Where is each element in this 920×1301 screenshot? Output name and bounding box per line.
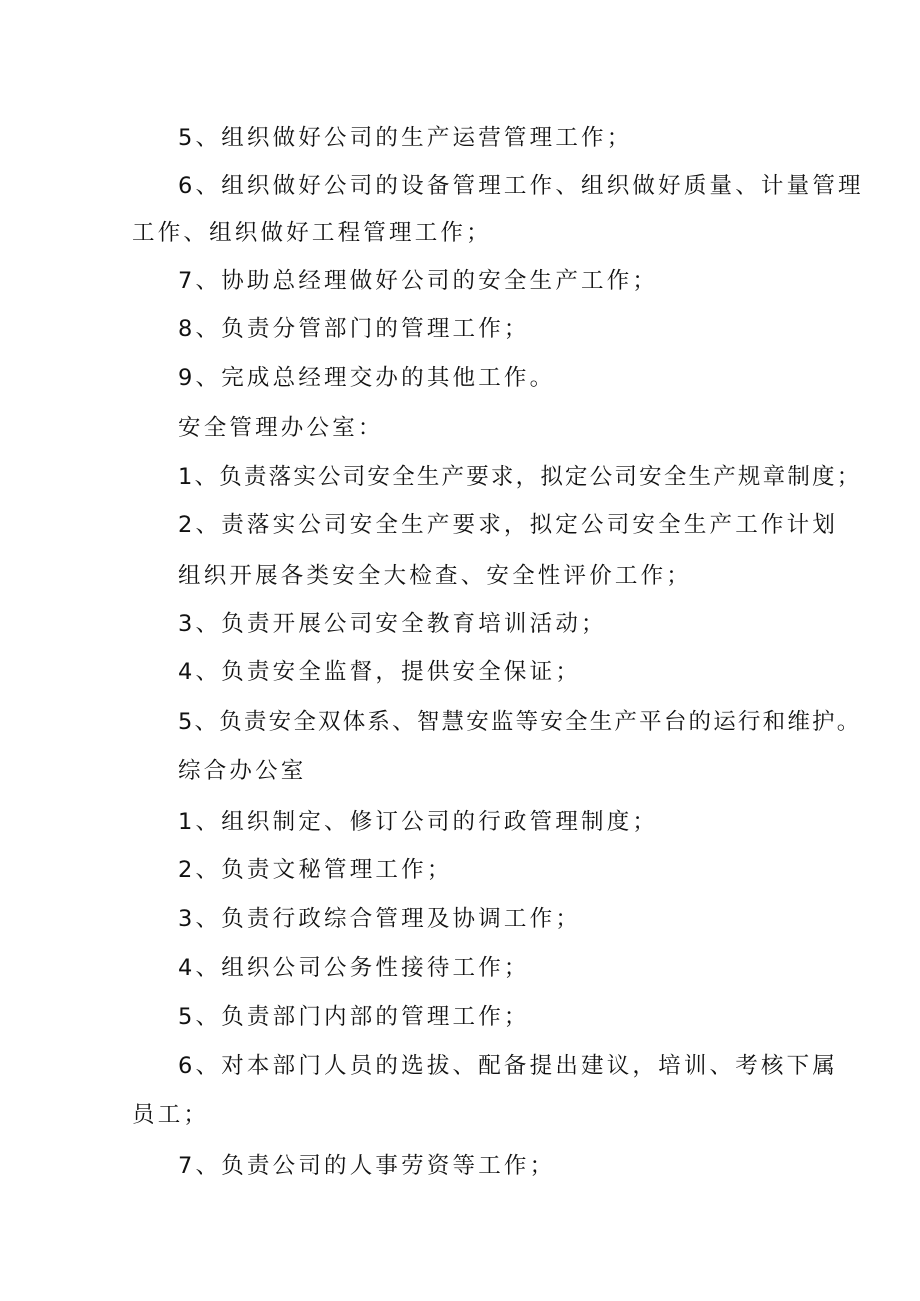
text-line: 2、责落实公司安全生产要求，拟定公司安全生产工作计划	[178, 512, 839, 538]
text-line: 6、组织做好公司的设备管理工作、组织做好质量、计量管理	[178, 173, 864, 199]
text-line: 9、完成总经理交办的其他工作。	[178, 365, 556, 391]
text-line: 6、对本部门人员的选拔、配备提出建议，培训、考核下属	[178, 1053, 839, 1079]
section-heading: 安全管理办公室：	[178, 415, 384, 441]
section-heading: 综合办公室	[178, 758, 307, 784]
text-line: 1、组织制定、修订公司的行政管理制度；	[178, 809, 659, 835]
text-line: 4、组织公司公务性接待工作；	[178, 955, 530, 981]
text-line: 3、负责行政综合管理及协调工作；	[178, 906, 582, 932]
text-line: 8、负责分管部门的管理工作；	[178, 316, 530, 342]
text-line: 2、负责文秘管理工作；	[178, 857, 453, 883]
text-line: 1、负责落实公司安全生产要求，拟定公司安全生产规章制度；	[178, 464, 862, 490]
text-line: 组织开展各类安全大检查、安全性评价工作；	[178, 563, 693, 589]
text-line: 工作、组织做好工程管理工作；	[132, 220, 492, 246]
text-line: 4、负责安全监督，提供安全保证；	[178, 659, 582, 685]
text-line: 5、负责安全双体系、智慧安监等安全生产平台的运行和维护。	[178, 709, 862, 735]
text-line: 员工；	[132, 1102, 210, 1128]
text-line: 5、负责部门内部的管理工作；	[178, 1004, 530, 1030]
text-line: 5、组织做好公司的生产运营管理工作；	[178, 125, 633, 151]
text-line: 7、协助总经理做好公司的安全生产工作；	[178, 268, 659, 294]
text-line: 7、负责公司的人事劳资等工作；	[178, 1153, 556, 1179]
text-line: 3、负责开展公司安全教育培训活动；	[178, 611, 607, 637]
